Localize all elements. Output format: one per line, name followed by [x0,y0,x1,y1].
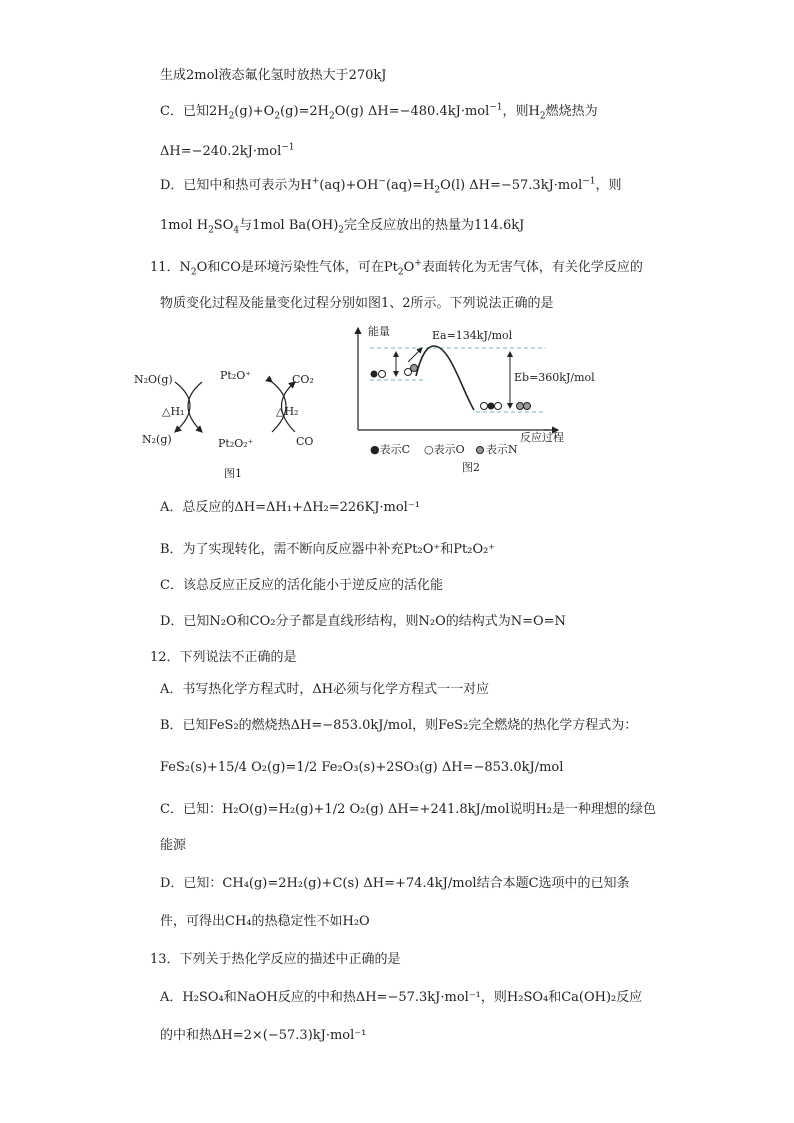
option-b-q12: B．已知FeS₂的燃烧热ΔH=−853.0kJ/mol，则FeS₂完全燃烧的热化学方程式为： [160,718,638,733]
legend-c: ●表示C [370,443,411,456]
eb-label: Eb=360kJ/mol [514,371,595,384]
question-11: 11．$N_2O$和CO是环境污染性气体，可在$Pt_2O^+$表面转化为无害气体，有关化学反应的 [150,258,643,278]
ea-label: Ea=134kJ/mol [432,329,513,342]
figure-2-caption: 图2 [462,461,480,474]
question-13: 13．下列关于热化学反应的描述中正确的是 [150,952,401,967]
option-a-q11: A．总反应的ΔH=ΔH₁+ΔH₂=226KJ·mol⁻¹ [160,500,420,515]
pt2o2-label: Pt₂O₂⁺ [218,437,254,450]
question-11-cont: 物质变化过程及能量变化过程分别如图1、2所示。下列说法正确的是 [160,296,554,311]
x-axis-label: 反应过程 [520,431,564,444]
co2-label: CO₂ [292,373,314,386]
n2o-label: N₂O(g) [134,373,173,386]
pt2o-label: Pt₂O⁺ [220,369,252,382]
legend-o: ○表示O [424,443,465,456]
question-12: 12．下列说法不正确的是 [150,650,297,665]
option-d-q12-cont: 件，可得出CH₄的热稳定性不如H₂O [160,914,370,929]
option-a-q13-cont: 的中和热ΔH=2×(−57.3)kJ·mol⁻¹ [160,1028,367,1043]
legend-n: 表示N [486,443,518,456]
option-d-q11: D．已知N₂O和CO₂分子都是直线形结构，则N₂O的结构式为N=O=N [160,614,566,629]
option-b-q11: B．为了实现转化，需不断向反应器中补充Pt₂O⁺和Pt₂O₂⁺ [160,542,496,557]
option-d-q12: D．已知：CH₄(g)=2H₂(g)+C(s) ΔH=+74.4kJ/mol结合本题C选项中的已知条 [160,876,630,891]
co-label: CO [296,435,314,448]
dh2-label: △H₂ [276,405,299,418]
option-a-q13: A．H₂SO₄和NaOH反应的中和热ΔH=−57.3kJ·mol⁻¹，则H₂SO₄和Ca(OH)₂反应 [160,990,643,1005]
option-c-q12: C．已知：H₂O(g)=H₂(g)+1/2 O₂(g) ΔH=+241.8kJ/mol说明H₂是一种理想的绿色 [160,802,656,817]
option-b-q12-equation: FeS₂(s)+15/4 O₂(g)=1/2 Fe₂O₃(s)+2SO₃(g) ΔH=−853.0kJ/mol [160,760,564,775]
dh1-label: △H₁ [162,405,185,418]
figure-2 [350,322,610,472]
option-c-q11: C．该总反应正反应的活化能小于逆反应的活化能 [160,578,443,593]
figure-1 [120,360,340,490]
option-c-q12-cont: 能源 [160,838,187,853]
option-b-continuation: 生成2mol液态氟化氢时放热大于270kJ [160,68,387,83]
option-d-q10: D．已知中和热可表示为$H^+(aq)+OH^-(aq)=H_2O(l)$ ΔH=−57.3kJ·mol$^{-1}$，则 [160,176,622,196]
n2-label: N₂(g) [142,433,172,446]
figure-1-caption: 图1 [224,467,242,480]
option-c-q10: C．已知$2H_2(g)+O_2(g)=2H_2O(g)$ ΔH=−480.4kJ·mol$^{-1}$，则$H_2$燃烧热为 [160,102,598,122]
option-c-q10-cont: ΔH=−240.2kJ·mol$^{-1}$ [160,142,295,159]
option-a-q12: A．书写热化学方程式时，ΔH必须与化学方程式一一对应 [160,682,490,697]
option-d-q10-cont: 1mol $H_2SO_4$与1mol $Ba(OH)_2$完全反应放出的热量为114.6kJ [160,218,525,236]
y-axis-label: 能量 [368,325,390,338]
